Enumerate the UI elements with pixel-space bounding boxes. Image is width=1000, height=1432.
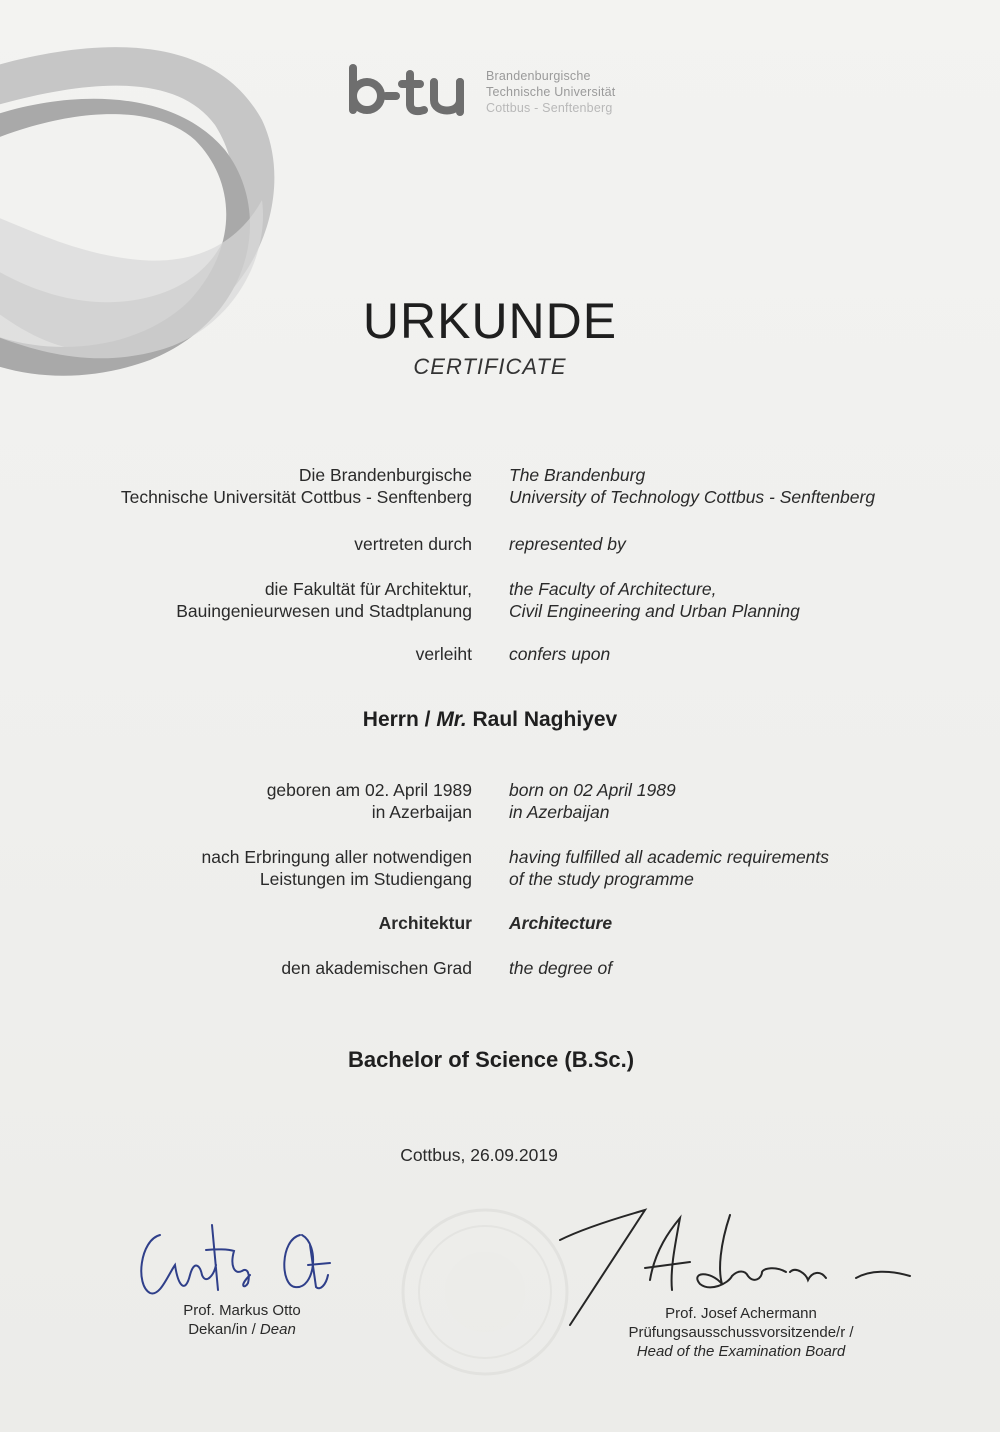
logo-text-line: Cottbus - Senftenberg [486, 101, 613, 115]
text-line: having fulfilled all academic requirements [509, 847, 830, 867]
german-text [379, 912, 472, 934]
text-line: Leistungen im Studiengang [259, 869, 472, 889]
german-text [281, 957, 472, 979]
recipient-name-line [0, 708, 980, 732]
text-line: in Azerbaijan [371, 802, 472, 822]
german-text [121, 464, 472, 508]
recipient-name: Raul Naghiyev [472, 708, 618, 731]
text-line: Bauingenieurwesen und Stadtplanung [176, 601, 472, 621]
text-line: die Fakultät für Architektur, [264, 579, 472, 599]
english-text [509, 779, 676, 823]
programme-name-german: Architektur [378, 913, 472, 933]
logo-text-line: Technische Universität [486, 85, 616, 99]
german-text [354, 533, 472, 555]
text-line: verleiht [415, 644, 472, 664]
english-text [509, 912, 612, 934]
signatory-name: Prof. Markus Otto [183, 1302, 301, 1319]
certificate-title: URKUNDE [362, 293, 618, 349]
english-text [509, 578, 800, 622]
text-line: Die Brandenburgische [298, 465, 472, 485]
role-english: Dean [259, 1321, 296, 1338]
text-line: geboren am 02. April 1989 [266, 780, 472, 800]
text-line: Civil Engineering and Urban Planning [509, 601, 800, 621]
text-line: vertreten durch [354, 534, 472, 554]
german-text [267, 779, 472, 823]
english-text [509, 846, 829, 890]
university-logo [348, 62, 615, 118]
english-text [509, 464, 875, 508]
text-line: University of Technology Cottbus - Senftenberg [509, 487, 876, 507]
text-line: of the study programme [509, 869, 694, 889]
role-english: Head of the Examination Board [636, 1343, 846, 1360]
text-line: Technische Universität Cottbus - Senftenberg [120, 487, 472, 507]
text-line: represented by [509, 534, 626, 554]
place-and-date: Cottbus, 26.09.2019 [400, 1145, 558, 1165]
certificate-subtitle: CERTIFICATE [413, 354, 567, 379]
text-line: confers upon [509, 644, 611, 664]
signatory-dean [142, 1301, 342, 1339]
programme-name-english: Architecture [509, 913, 613, 933]
signatory-name: Prof. Josef Achermann [665, 1305, 817, 1322]
english-text [509, 957, 612, 979]
english-text [509, 533, 626, 555]
english-text [509, 643, 610, 665]
role-german: Dekan/in / [188, 1321, 256, 1338]
role-german: Prüfungsausschussvorsitzende/r / [628, 1324, 854, 1341]
text-line: The Brandenburg [509, 465, 646, 485]
btu-logo-mark [348, 62, 472, 118]
text-line: den akademischen Grad [281, 958, 472, 978]
german-text [416, 643, 472, 665]
salutation-english: Mr. [436, 708, 467, 731]
text-line: born on 02 April 1989 [509, 780, 676, 800]
degree-title: Bachelor of Science (B.Sc.) [347, 1047, 635, 1072]
german-text [202, 846, 472, 890]
university-logo-text [486, 68, 615, 116]
text-line: in Azerbaijan [509, 802, 610, 822]
signature-dean [130, 1205, 345, 1305]
salutation-german: Herrn / [362, 708, 431, 731]
signatory-examination-board [601, 1304, 881, 1361]
text-line: the degree of [509, 958, 613, 978]
text-line: the Faculty of Architecture, [509, 579, 717, 599]
german-text [176, 578, 472, 622]
embossed-seal [398, 1205, 573, 1380]
logo-text-line: Brandenburgische [486, 69, 591, 83]
text-line: nach Erbringung aller notwendigen [201, 847, 472, 867]
signatory-role [142, 1320, 342, 1339]
